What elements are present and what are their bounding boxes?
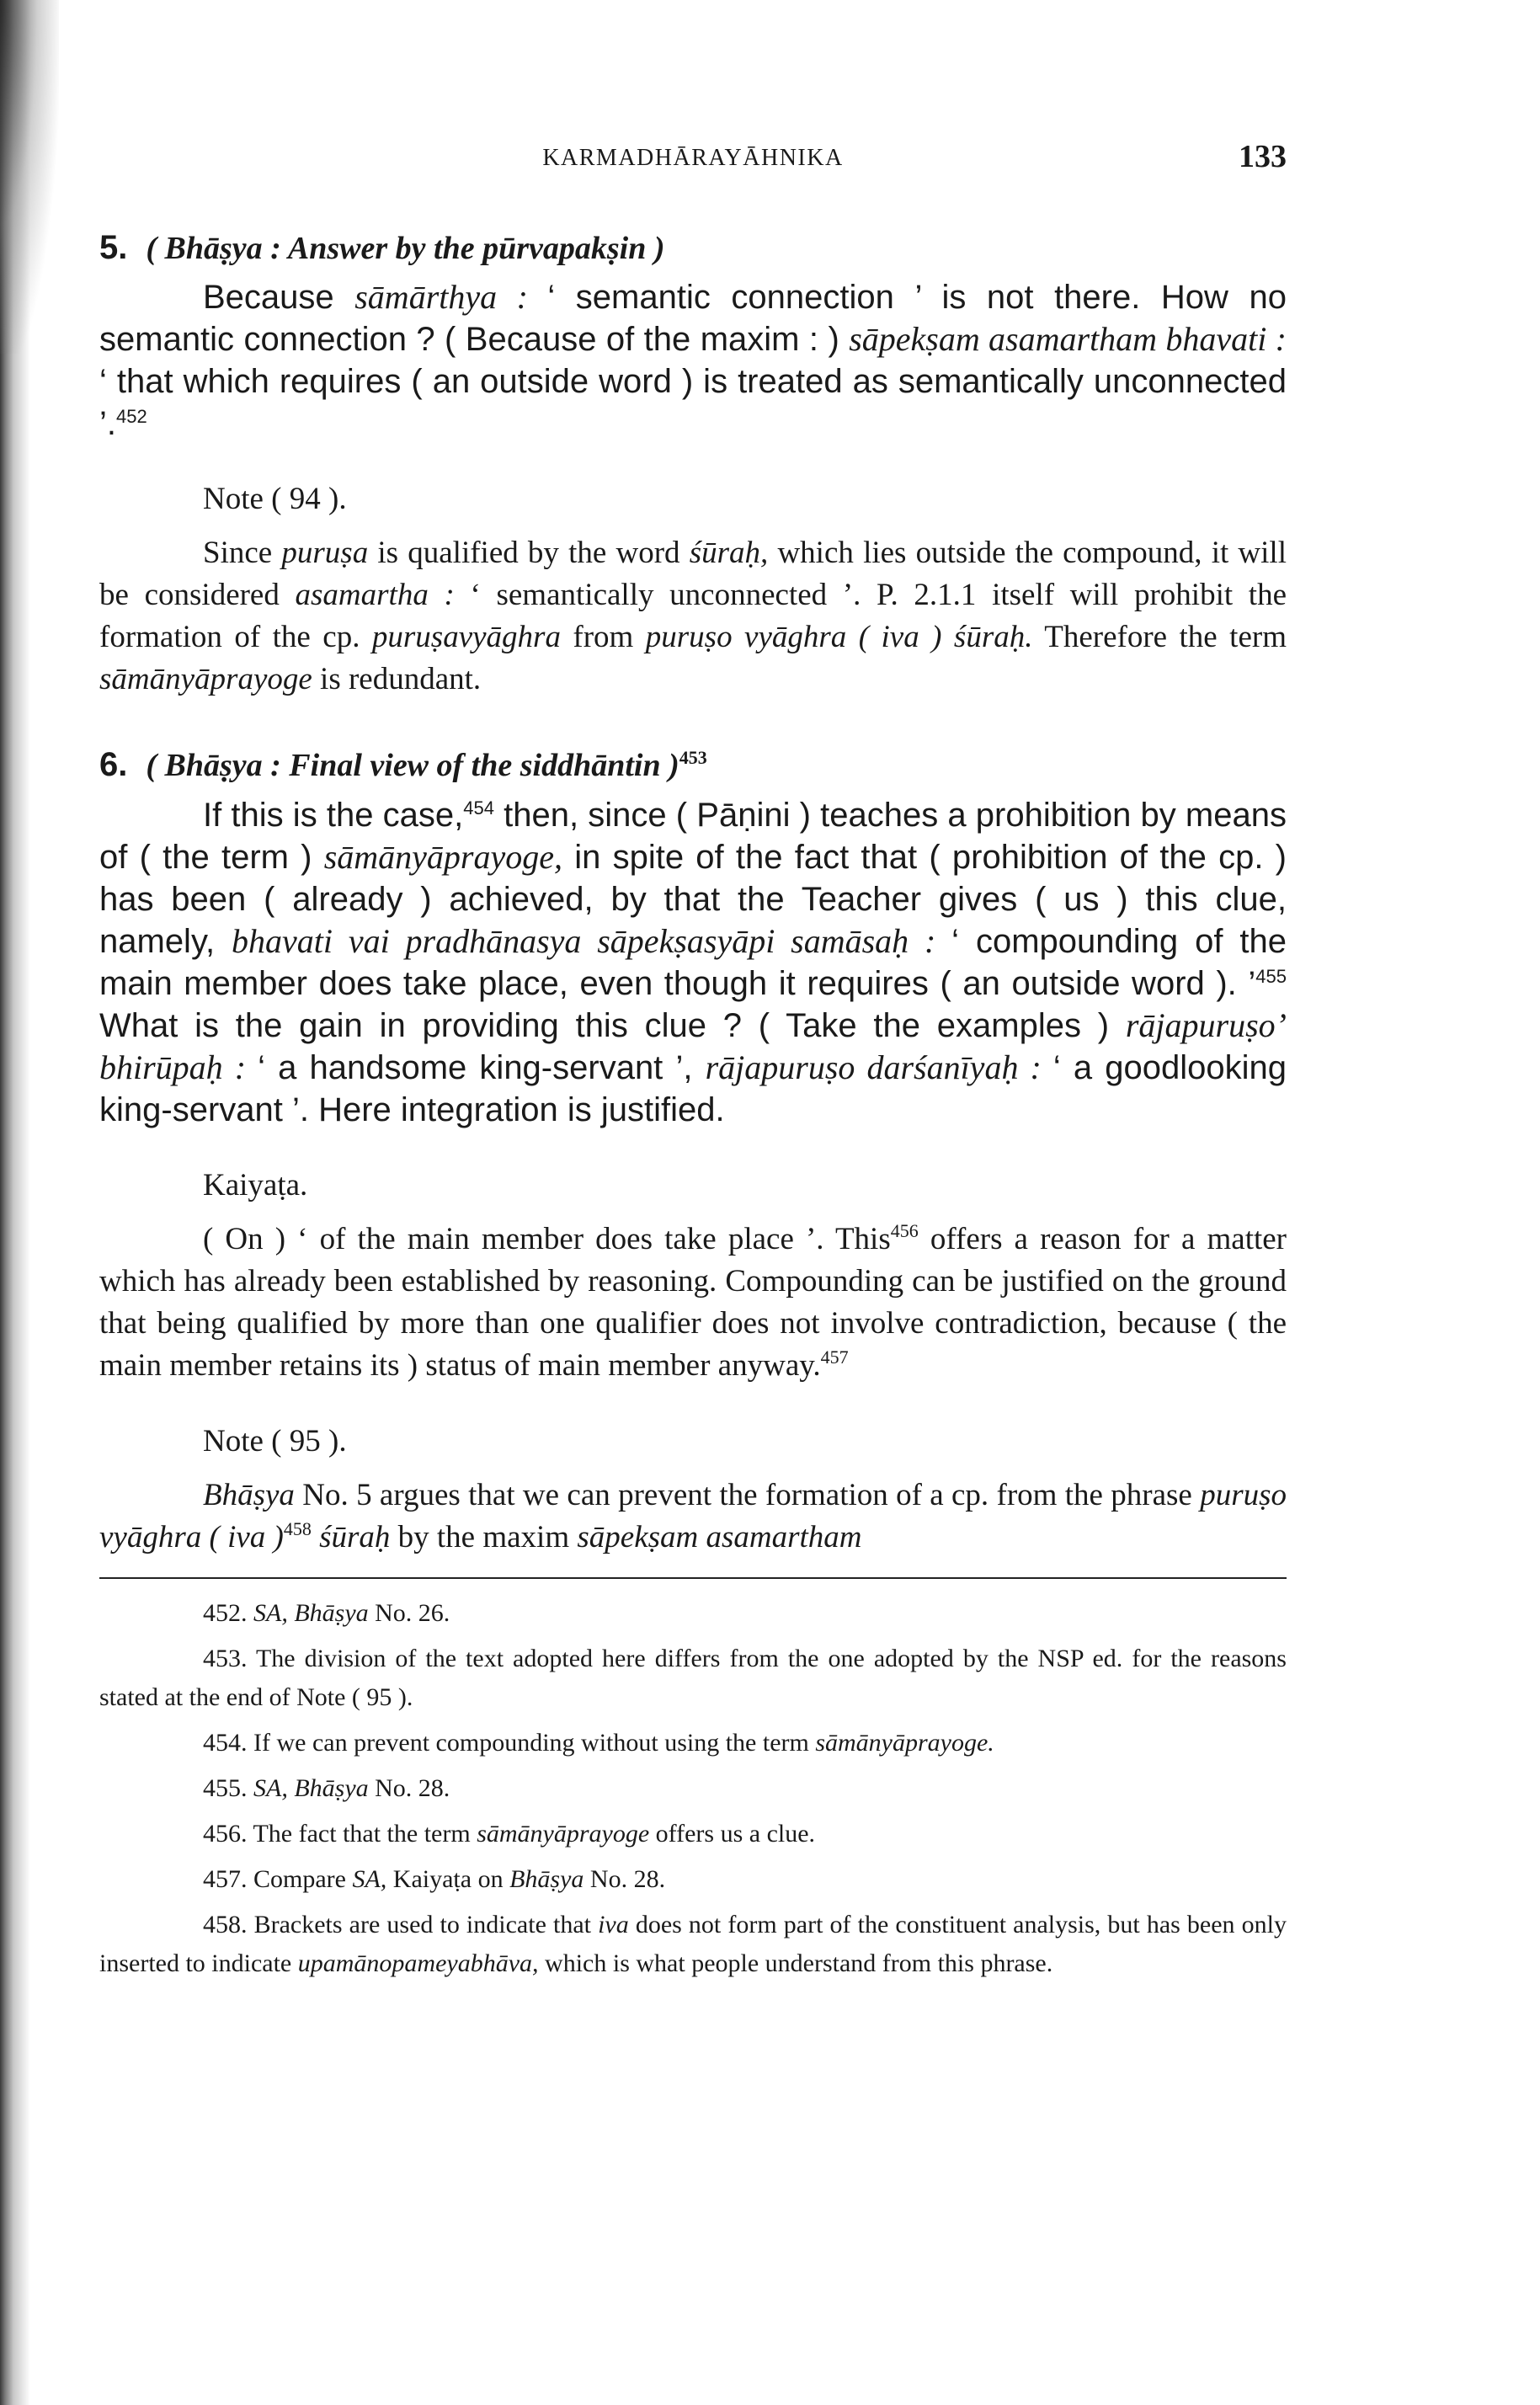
text-run: from xyxy=(560,620,646,655)
footnotes xyxy=(99,1594,1287,1983)
footnote-number: 456. xyxy=(203,1819,248,1848)
footnote-number: 453. xyxy=(203,1644,248,1672)
footnote-453 xyxy=(99,1640,1287,1717)
text-run: by the maxim xyxy=(390,1519,578,1554)
book-page xyxy=(99,126,1287,1983)
text-run: which lies outside the compound, it will be considered xyxy=(99,536,1287,613)
italic-run: Bhāṣya xyxy=(509,1864,584,1893)
italic-run: sāmānyāprayoge xyxy=(477,1819,650,1848)
italic-run: upamānopameyabhāva, xyxy=(297,1949,539,1977)
footnote-ref-454[interactable]: 454 xyxy=(463,797,494,819)
footnote-number: 454. xyxy=(203,1728,248,1757)
section-5-title: ( Bhāṣya : Answer by the pūrvapakṣin ) xyxy=(146,231,665,266)
note-94-paragraph xyxy=(99,532,1287,701)
text-run: then, since ( Pāṇini ) teaches a prohibition by means of ( the term ) xyxy=(99,796,1287,876)
text-run: No. 26. xyxy=(368,1598,450,1627)
text-run: What is the gain in providing this clue ? ( Take the examples ) xyxy=(99,1006,1126,1044)
italic-run: sāmārthya : xyxy=(354,278,548,317)
footnote-455 xyxy=(99,1769,1287,1808)
footnote-452 xyxy=(99,1594,1287,1633)
text-run: Compare xyxy=(253,1864,353,1893)
text-run: The division of the text adopted here differs from the one adopted by the NSP ed. for the reasons stated at the end of Note ( 95 ). xyxy=(99,1644,1287,1711)
text-run: which is what people understand from this phrase. xyxy=(538,1949,1053,1977)
text-run: Because xyxy=(203,279,355,317)
footnote-454 xyxy=(99,1724,1287,1762)
section-5-paragraph xyxy=(99,276,1287,445)
footnote-ref-452[interactable]: 452 xyxy=(116,406,147,428)
note-94-label: Note ( 94 ). xyxy=(203,482,347,517)
text-run: No. 5 argues that we can prevent the formation of a cp. from the phrase xyxy=(294,1477,1201,1512)
text-run: Kaiyaṭa on xyxy=(386,1864,510,1893)
italic-run: rājapuruṣo darśanīyaḥ : xyxy=(705,1048,1053,1086)
text-run: is redundant. xyxy=(312,662,482,697)
text-run: in spite of the fact that ( prohibition of the cp. ) has been ( already ) achieved, by that the Teacher gives ( us ) this clue, namely, xyxy=(99,838,1287,960)
italic-run: puruṣavyāghra xyxy=(371,620,561,655)
footnote-ref-453[interactable]: 453 xyxy=(679,747,707,769)
footnote-number: 458. xyxy=(203,1910,248,1938)
kaiyata-label: Kaiyaṭa. xyxy=(203,1167,308,1202)
running-head-title: KARMADHĀRAYĀHNIKA xyxy=(542,145,844,171)
text-run: is qualified by the word xyxy=(368,536,690,571)
footnote-number: 457. xyxy=(203,1864,248,1893)
text-run: ( On ) ‘ of the main member does take place ’. This xyxy=(203,1221,891,1256)
text-run: ‘ a handsome king-servant ’, xyxy=(258,1048,706,1086)
section-6-heading xyxy=(99,743,1287,787)
scan-corner-shadow xyxy=(0,0,59,354)
text-run: If we can prevent compounding without using the term xyxy=(253,1728,816,1757)
footnote-ref-458[interactable]: 458 xyxy=(283,1517,312,1539)
italic-run: SA, Bhāṣya xyxy=(253,1773,369,1802)
page-number: 133 xyxy=(1239,139,1287,174)
text-run: Since xyxy=(203,536,282,571)
section-5-number: 5. xyxy=(99,229,128,266)
scan-edge-shadow xyxy=(0,0,30,2405)
text-run: ‘ semantic connection ’ is not there. How no semantic connection ? ( Because of the maxim : ) xyxy=(99,279,1287,359)
italic-run: Bhāṣya xyxy=(203,1477,295,1512)
text-run: ‘ semantically unconnected ’. P. 2.1.1 itself will prohibit the formation of the cp. xyxy=(99,578,1287,655)
text-run: If this is the case, xyxy=(203,796,464,834)
italic-run: sāmānyāprayoge xyxy=(99,662,312,697)
text-run: offers us a clue. xyxy=(649,1819,816,1848)
text-run: ‘ a goodlooking king-servant ’. Here integration is justified. xyxy=(99,1048,1287,1128)
italic-run: iva xyxy=(598,1910,629,1938)
kaiyata-paragraph xyxy=(99,1218,1287,1387)
italic-run: puruṣo vyāghra ( iva ) xyxy=(99,1477,1287,1554)
footnote-ref-455[interactable]: 455 xyxy=(1255,965,1287,987)
italic-run: sāmānyāprayoge. xyxy=(815,1728,994,1757)
note-95-label: Note ( 95 ). xyxy=(203,1423,347,1458)
section-6-number: 6. xyxy=(99,746,128,784)
text-run: No. 28. xyxy=(368,1773,450,1802)
italic-run: sāmānyāprayoge, xyxy=(323,837,562,876)
footnote-458 xyxy=(99,1906,1287,1983)
italic-run: puruṣo vyāghra ( iva ) śūraḥ. xyxy=(645,620,1033,655)
text-run: does not form part of the constituent analysis, but has been only inserted to indicate xyxy=(99,1910,1287,1977)
footnote-ref-456[interactable]: 456 xyxy=(890,1219,919,1241)
text-run: offers a reason for a matter which has already been established by reasoning. Compounding can be justified on the ground that being qualified by more than one qualifier does not involve contradiction, because ( the main member retains its ) status of main member anyway. xyxy=(99,1221,1287,1383)
footnote-number: 452. xyxy=(203,1598,248,1627)
text-run: The fact that the term xyxy=(253,1819,477,1848)
italic-run: bhavati vai pradhānasya sāpekṣasyāpi samāsaḥ : xyxy=(232,921,952,960)
footnote-457 xyxy=(99,1860,1287,1899)
italic-run: sāpekṣam asamartham bhavati : xyxy=(849,320,1287,359)
section-6-title: ( Bhāṣya : Final view of the siddhāntin ) xyxy=(146,748,679,784)
italic-run: śūraḥ xyxy=(319,1519,391,1554)
italic-run: asamartha : xyxy=(295,578,471,613)
footnote-ref-457[interactable]: 457 xyxy=(820,1346,849,1368)
italic-run: SA, Bhāṣya xyxy=(253,1598,369,1627)
text-run: No. 28. xyxy=(583,1864,666,1893)
text-run: ‘ that which requires ( an outside word ) is treated as semantically unconnected ’. xyxy=(99,363,1287,443)
italic-run: SA, xyxy=(352,1864,387,1893)
italic-run: sāpekṣam asamartham xyxy=(577,1519,862,1554)
running-head xyxy=(99,126,1287,177)
italic-run: rājapuruṣo’ bhirūpaḥ : xyxy=(99,1005,1287,1086)
text-run: Brackets are used to indicate that xyxy=(253,1910,599,1938)
section-5-heading xyxy=(99,226,1287,269)
italic-run: śūraḥ, xyxy=(689,536,769,571)
italic-run: puruṣa xyxy=(281,536,369,571)
section-6-paragraph xyxy=(99,794,1287,1131)
note-95-paragraph xyxy=(99,1474,1287,1559)
text-run xyxy=(312,1520,319,1554)
text-run: ‘ compounding of the main member does take place, even though it requires ( an outside word ). ’ xyxy=(99,922,1287,1002)
text-run: Therefore the term xyxy=(1032,620,1287,655)
footnote-456 xyxy=(99,1815,1287,1853)
footnote-number: 455. xyxy=(203,1773,248,1802)
